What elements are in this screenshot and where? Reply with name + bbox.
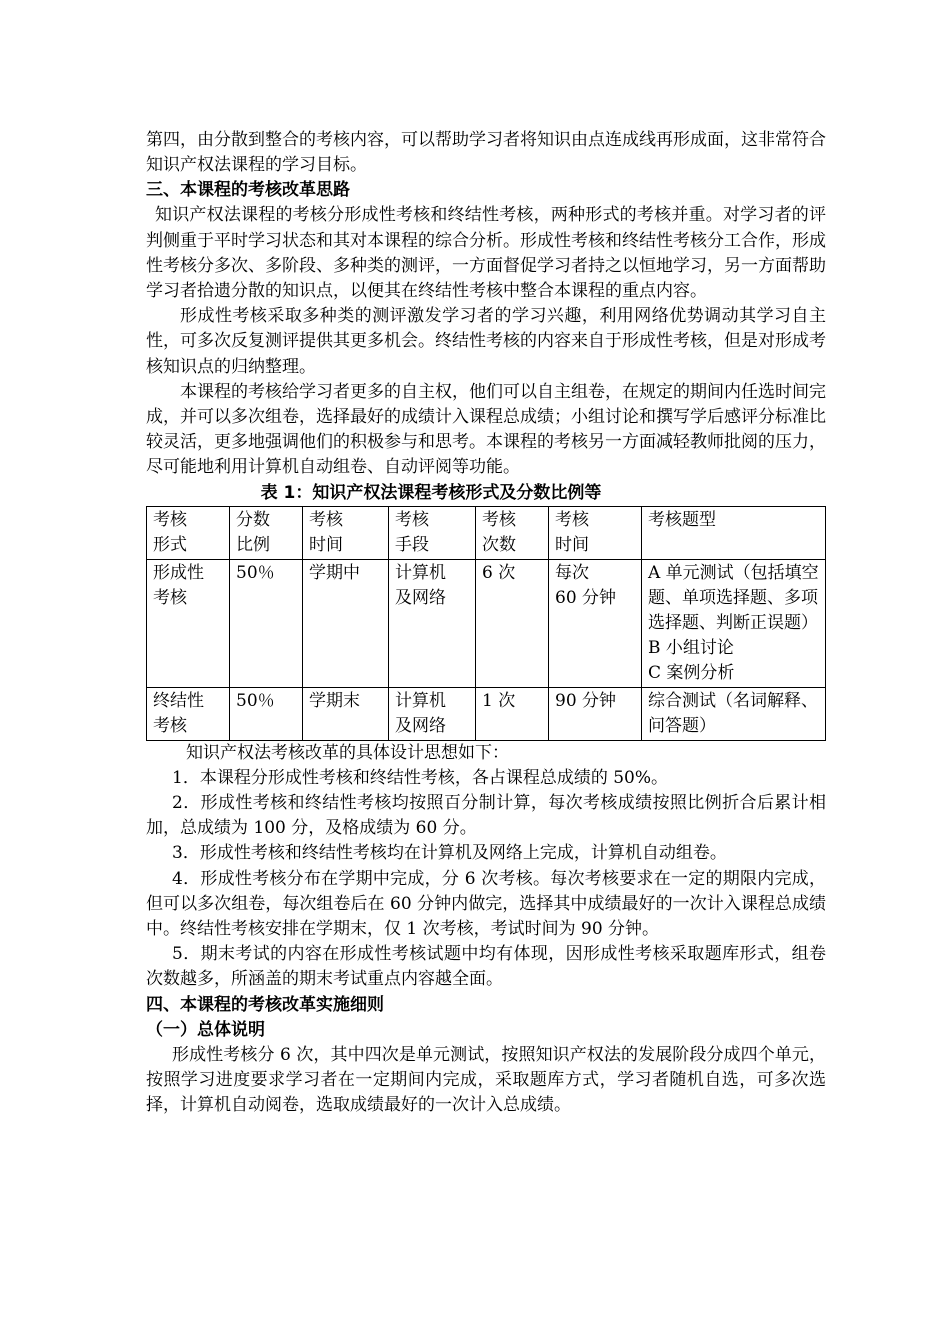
table-cell: 学期末	[303, 687, 389, 740]
table-cell: 计算机 及网络	[389, 687, 476, 740]
list-item: 2．形成性考核和终结性考核均按照百分制计算，每次考核成绩按照比例折合后累计相加，总成绩为 100 分，及格成绩为 60 分。	[146, 793, 826, 839]
header-cell: 考核 形式	[147, 506, 230, 559]
table-cell: 计算机 及网络	[389, 559, 476, 687]
section-heading-4: 四、本课程的考核改革实施细则	[146, 994, 384, 1015]
table-cell: 1 次	[476, 687, 549, 740]
table-cell: 终结性 考核	[147, 687, 230, 740]
header-cell: 考核题型	[642, 506, 826, 559]
paragraph-design-intro: 知识产权法考核改革的具体设计思想如下：	[186, 742, 509, 763]
header-cell: 考核 时间	[549, 506, 642, 559]
table-cell: 50％	[230, 559, 303, 687]
table-row	[147, 687, 826, 740]
table-cell: 6 次	[476, 559, 549, 687]
header-cell: 考核 时间	[303, 506, 389, 559]
list-item: 1．本课程分形成性考核和终结性考核，各占课程总成绩的 50%。	[172, 767, 669, 788]
document-page	[146, 128, 826, 1118]
table-cell: 形成性 考核	[147, 559, 230, 687]
table-cell: 学期中	[303, 559, 389, 687]
table-row	[147, 559, 826, 687]
header-cell: 考核 次数	[476, 506, 549, 559]
header-cell: 分数 比例	[230, 506, 303, 559]
table-cell: 50％	[230, 687, 303, 740]
table-cell: 综合测试（名词解释、问答题）	[642, 687, 826, 740]
table-cell: 90 分钟	[549, 687, 642, 740]
paragraph-formative-assessment: 形成性考核采取多种类的测评激发学习者的学习兴趣，利用网络优势调动其学习自主性，可多次反复测评提供其更多机会。终结性考核的内容来自于形成性考核，但是对形成考核知识点的归纳整理。	[146, 306, 826, 377]
paragraph-fourth-point: 第四，由分散到整合的考核内容，可以帮助学习者将知识由点连成线再形成面，这非常符合知识产权法课程的学习目标。	[146, 130, 826, 176]
header-cell: 考核 手段	[389, 506, 476, 559]
table-cell: 每次 60 分钟	[549, 559, 642, 687]
table-cell: A 单元测试（包括填空题、单项选择题、多项选择题、判断正误题） B 小组讨论 C 案例分析	[642, 559, 826, 687]
subsection-heading: （一）总体说明	[146, 1019, 265, 1040]
table-header-row	[147, 506, 826, 559]
list-item: 4．形成性考核分布在学期中完成，分 6 次考核。每次考核要求在一定的期限内完成，但可以多次组卷，每次组卷后在 60 分钟内做完，选择其中成绩最好的一次计入课程总成绩中。终结性考核安排在学期末，仅 1 次考核，考试时间为 90 分钟。	[146, 868, 826, 940]
assessment-table	[146, 506, 826, 741]
list-item: 3．形成性考核和终结性考核均在计算机及网络上完成，计算机自动组卷。	[172, 843, 727, 864]
paragraph-assessment-overview: 知识产权法课程的考核分形成性考核和终结性考核，两种形式的考核并重。对学习者的评判侧重于平时学习状态和其对本课程的综合分析。形成性考核和终结性考核分工合作，形成性考核分多次、多阶段、多种类的测评，一方面督促学习者持之以恒地学习，另一方面帮助学习者拾遗分散的知识点，以便其在终结性考核中整合本课程的重点内容。	[146, 205, 826, 302]
table-caption: 表 1：知识产权法课程考核形式及分数比例等	[260, 482, 602, 503]
list-item: 5．期末考试的内容在形成性考核试题中均有体现，因形成性考核采取题库形式，组卷次数越多，所涵盖的期末考试重点内容越全面。	[146, 944, 826, 990]
paragraph-autonomy: 本课程的考核给学习者更多的自主权，他们可以自主组卷，在规定的期间内任选时间完成，并可以多次组卷，选择最好的成绩计入课程总成绩；小组讨论和撰写学后感评分标准比较灵活，更多地强调他们的积极参与和思考。本课程的考核另一方面减轻教师批阅的压力，尽可能地利用计算机自动组卷、自动评阅等功能。	[146, 381, 826, 478]
paragraph-overall-description: 形成性考核分 6 次，其中四次是单元测试，按照知识产权法的发展阶段分成四个单元，按照学习进度要求学习者在一定期间内完成，采取题库方式，学习者随机自选，可多次选择，计算机自动阅卷，选取成绩最好的一次计入总成绩。	[146, 1044, 826, 1116]
section-heading-3: 三、本课程的考核改革思路	[146, 180, 350, 201]
